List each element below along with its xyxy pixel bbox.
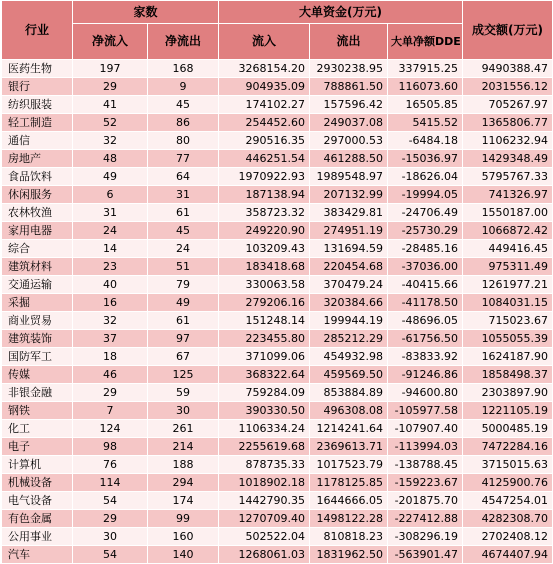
cell-turnover: 1261977.21	[463, 276, 553, 294]
table-row	[2, 240, 553, 258]
cell-net-in: 23	[73, 258, 148, 276]
cell-turnover: 1055055.39	[463, 330, 553, 348]
cell-net-in: 124	[73, 420, 148, 438]
cell-outflow: 853884.89	[310, 384, 388, 402]
header-industry: 行业	[2, 1, 73, 60]
cell-net-out: 61	[148, 204, 219, 222]
cell-inflow: 904935.09	[219, 78, 310, 96]
cell-dde: -159223.67	[388, 474, 463, 492]
cell-outflow: 810818.23	[310, 528, 388, 546]
cell-dde: -61756.50	[388, 330, 463, 348]
cell-net-out: 77	[148, 150, 219, 168]
cell-industry: 家用电器	[2, 222, 73, 240]
cell-net-out: 79	[148, 276, 219, 294]
table-row	[2, 276, 553, 294]
cell-inflow: 368322.64	[219, 366, 310, 384]
cell-dde: -227412.88	[388, 510, 463, 528]
cell-turnover: 1365806.77	[463, 114, 553, 132]
cell-turnover: 5000485.19	[463, 420, 553, 438]
cell-outflow: 131694.59	[310, 240, 388, 258]
cell-inflow: 187138.94	[219, 186, 310, 204]
cell-turnover: 1624187.90	[463, 348, 553, 366]
cell-outflow: 1831962.50	[310, 546, 388, 564]
table-row	[2, 492, 553, 510]
cell-net-in: 197	[73, 60, 148, 78]
cell-inflow: 759284.09	[219, 384, 310, 402]
cell-net-in: 41	[73, 96, 148, 114]
cell-dde: -6484.18	[388, 132, 463, 150]
cell-turnover: 1550187.00	[463, 204, 553, 222]
cell-inflow: 254452.60	[219, 114, 310, 132]
cell-turnover: 2702408.12	[463, 528, 553, 546]
cell-outflow: 1644666.05	[310, 492, 388, 510]
cell-industry: 轻工制造	[2, 114, 73, 132]
cell-inflow: 371099.06	[219, 348, 310, 366]
cell-industry: 商业贸易	[2, 312, 73, 330]
cell-turnover: 1429348.49	[463, 150, 553, 168]
cell-net-in: 32	[73, 132, 148, 150]
table-row	[2, 294, 553, 312]
cell-industry: 传媒	[2, 366, 73, 384]
table-row	[2, 258, 553, 276]
cell-outflow: 274951.19	[310, 222, 388, 240]
cell-net-out: 97	[148, 330, 219, 348]
header-turnover: 成交额(万元)	[463, 1, 553, 60]
fund-flow-table	[1, 0, 553, 564]
cell-net-in: 7	[73, 402, 148, 420]
cell-net-in: 29	[73, 510, 148, 528]
cell-net-out: 140	[148, 546, 219, 564]
table-row	[2, 312, 553, 330]
cell-dde: -28485.16	[388, 240, 463, 258]
cell-turnover: 3715015.63	[463, 456, 553, 474]
cell-dde: -91246.86	[388, 366, 463, 384]
cell-outflow: 1017523.79	[310, 456, 388, 474]
cell-turnover: 7472284.16	[463, 438, 553, 456]
cell-net-out: 51	[148, 258, 219, 276]
cell-dde: -25730.29	[388, 222, 463, 240]
cell-net-in: 98	[73, 438, 148, 456]
cell-dde: -113994.03	[388, 438, 463, 456]
cell-turnover: 2303897.90	[463, 384, 553, 402]
cell-net-in: 76	[73, 456, 148, 474]
cell-dde: -107907.40	[388, 420, 463, 438]
cell-net-in: 16	[73, 294, 148, 312]
table-row	[2, 60, 553, 78]
cell-net-in: 49	[73, 168, 148, 186]
cell-net-in: 54	[73, 546, 148, 564]
cell-outflow: 199944.19	[310, 312, 388, 330]
cell-net-in: 18	[73, 348, 148, 366]
cell-net-in: 52	[73, 114, 148, 132]
table-row	[2, 528, 553, 546]
cell-inflow: 878735.33	[219, 456, 310, 474]
cell-inflow: 1270709.40	[219, 510, 310, 528]
cell-dde: -40415.66	[388, 276, 463, 294]
cell-turnover: 1106232.94	[463, 132, 553, 150]
cell-outflow: 496308.08	[310, 402, 388, 420]
cell-net-in: 37	[73, 330, 148, 348]
cell-inflow: 1018902.18	[219, 474, 310, 492]
cell-outflow: 297000.53	[310, 132, 388, 150]
cell-outflow: 220454.68	[310, 258, 388, 276]
cell-net-out: 49	[148, 294, 219, 312]
table-row	[2, 348, 553, 366]
cell-outflow: 285212.29	[310, 330, 388, 348]
cell-turnover: 1221105.19	[463, 402, 553, 420]
cell-outflow: 461288.50	[310, 150, 388, 168]
cell-turnover: 1084031.15	[463, 294, 553, 312]
cell-inflow: 330063.58	[219, 276, 310, 294]
cell-dde: -19994.05	[388, 186, 463, 204]
cell-outflow: 1498122.28	[310, 510, 388, 528]
cell-outflow: 383429.81	[310, 204, 388, 222]
cell-dde: -18626.04	[388, 168, 463, 186]
cell-net-in: 46	[73, 366, 148, 384]
cell-inflow: 502522.04	[219, 528, 310, 546]
cell-net-in: 48	[73, 150, 148, 168]
cell-turnover: 4282308.70	[463, 510, 553, 528]
cell-net-in: 29	[73, 78, 148, 96]
header-inflow: 流入	[219, 24, 310, 60]
cell-net-out: 214	[148, 438, 219, 456]
cell-turnover: 9490388.47	[463, 60, 553, 78]
cell-industry: 计算机	[2, 456, 73, 474]
cell-net-in: 40	[73, 276, 148, 294]
table-row	[2, 204, 553, 222]
cell-net-in: 54	[73, 492, 148, 510]
cell-net-out: 45	[148, 222, 219, 240]
cell-inflow: 279206.16	[219, 294, 310, 312]
cell-industry: 非银金融	[2, 384, 73, 402]
table-row	[2, 114, 553, 132]
header-net-out: 净流出	[148, 24, 219, 60]
cell-inflow: 1268061.03	[219, 546, 310, 564]
cell-industry: 医药生物	[2, 60, 73, 78]
table-row	[2, 366, 553, 384]
cell-industry: 电子	[2, 438, 73, 456]
cell-dde: -15036.97	[388, 150, 463, 168]
table-row	[2, 186, 553, 204]
cell-industry: 有色金属	[2, 510, 73, 528]
table-row	[2, 456, 553, 474]
cell-net-out: 61	[148, 312, 219, 330]
cell-net-in: 114	[73, 474, 148, 492]
cell-outflow: 1178125.85	[310, 474, 388, 492]
table-row	[2, 168, 553, 186]
cell-inflow: 358723.32	[219, 204, 310, 222]
cell-net-out: 261	[148, 420, 219, 438]
cell-industry: 纺织服装	[2, 96, 73, 114]
cell-industry: 农林牧渔	[2, 204, 73, 222]
cell-turnover: 741326.97	[463, 186, 553, 204]
cell-industry: 交通运输	[2, 276, 73, 294]
cell-inflow: 2255619.68	[219, 438, 310, 456]
cell-outflow: 459569.50	[310, 366, 388, 384]
cell-turnover: 705267.97	[463, 96, 553, 114]
table-row	[2, 222, 553, 240]
cell-net-in: 29	[73, 384, 148, 402]
cell-dde: 337915.25	[388, 60, 463, 78]
cell-industry: 电气设备	[2, 492, 73, 510]
cell-turnover: 4125900.76	[463, 474, 553, 492]
cell-outflow: 2369613.71	[310, 438, 388, 456]
cell-outflow: 370479.24	[310, 276, 388, 294]
table-row	[2, 546, 553, 564]
cell-dde: -83833.92	[388, 348, 463, 366]
cell-turnover: 1066872.42	[463, 222, 553, 240]
cell-outflow: 157596.42	[310, 96, 388, 114]
cell-net-in: 30	[73, 528, 148, 546]
cell-industry: 采掘	[2, 294, 73, 312]
cell-industry: 公用事业	[2, 528, 73, 546]
cell-inflow: 446251.54	[219, 150, 310, 168]
cell-inflow: 103209.43	[219, 240, 310, 258]
cell-net-in: 31	[73, 204, 148, 222]
table-row	[2, 420, 553, 438]
cell-industry: 建筑装饰	[2, 330, 73, 348]
cell-industry: 通信	[2, 132, 73, 150]
cell-industry: 汽车	[2, 546, 73, 564]
cell-net-out: 31	[148, 186, 219, 204]
cell-net-out: 294	[148, 474, 219, 492]
cell-dde: -24706.49	[388, 204, 463, 222]
cell-industry: 建筑材料	[2, 258, 73, 276]
cell-turnover: 4674407.94	[463, 546, 553, 564]
cell-net-out: 24	[148, 240, 219, 258]
cell-dde: 116073.60	[388, 78, 463, 96]
cell-turnover: 449416.45	[463, 240, 553, 258]
cell-dde: -41178.50	[388, 294, 463, 312]
cell-net-out: 64	[148, 168, 219, 186]
cell-industry: 钢铁	[2, 402, 73, 420]
cell-inflow: 151248.14	[219, 312, 310, 330]
cell-net-out: 160	[148, 528, 219, 546]
cell-inflow: 1970922.93	[219, 168, 310, 186]
cell-dde: 16505.85	[388, 96, 463, 114]
cell-net-out: 125	[148, 366, 219, 384]
cell-net-out: 80	[148, 132, 219, 150]
header-big-order-group: 大单资金(万元)	[219, 1, 463, 24]
cell-net-out: 99	[148, 510, 219, 528]
table-row	[2, 78, 553, 96]
cell-turnover: 2031556.12	[463, 78, 553, 96]
table-row	[2, 96, 553, 114]
cell-outflow: 1214241.64	[310, 420, 388, 438]
cell-net-in: 14	[73, 240, 148, 258]
cell-dde: -94600.80	[388, 384, 463, 402]
cell-inflow: 3268154.20	[219, 60, 310, 78]
cell-industry: 国防军工	[2, 348, 73, 366]
cell-industry: 休闲服务	[2, 186, 73, 204]
cell-dde: -563901.47	[388, 546, 463, 564]
cell-net-out: 9	[148, 78, 219, 96]
table-body	[2, 60, 553, 564]
cell-net-in: 6	[73, 186, 148, 204]
table-row	[2, 150, 553, 168]
table-row	[2, 132, 553, 150]
cell-inflow: 249220.90	[219, 222, 310, 240]
cell-inflow: 183418.68	[219, 258, 310, 276]
cell-outflow: 320384.66	[310, 294, 388, 312]
cell-net-out: 174	[148, 492, 219, 510]
cell-dde: -308296.19	[388, 528, 463, 546]
header-dde: 大单净额DDE	[388, 24, 463, 60]
cell-net-in: 32	[73, 312, 148, 330]
cell-net-out: 30	[148, 402, 219, 420]
cell-industry: 银行	[2, 78, 73, 96]
cell-inflow: 390330.50	[219, 402, 310, 420]
cell-turnover: 5795767.33	[463, 168, 553, 186]
cell-industry: 化工	[2, 420, 73, 438]
cell-dde: 5415.52	[388, 114, 463, 132]
cell-industry: 食品饮料	[2, 168, 73, 186]
header-count-group: 家数	[73, 1, 219, 24]
table-row	[2, 474, 553, 492]
table-row	[2, 330, 553, 348]
cell-dde: -138788.45	[388, 456, 463, 474]
cell-net-out: 67	[148, 348, 219, 366]
cell-net-out: 45	[148, 96, 219, 114]
cell-net-in: 24	[73, 222, 148, 240]
cell-turnover: 1858498.37	[463, 366, 553, 384]
cell-industry: 综合	[2, 240, 73, 258]
cell-inflow: 290516.35	[219, 132, 310, 150]
header-net-in: 净流入	[73, 24, 148, 60]
cell-dde: -48696.05	[388, 312, 463, 330]
cell-outflow: 454932.98	[310, 348, 388, 366]
cell-outflow: 1989548.97	[310, 168, 388, 186]
cell-net-out: 188	[148, 456, 219, 474]
cell-dde: -105977.58	[388, 402, 463, 420]
table-row	[2, 510, 553, 528]
cell-outflow: 207132.99	[310, 186, 388, 204]
cell-dde: -201875.70	[388, 492, 463, 510]
cell-outflow: 788861.50	[310, 78, 388, 96]
cell-net-out: 86	[148, 114, 219, 132]
cell-dde: -37036.00	[388, 258, 463, 276]
table-row	[2, 402, 553, 420]
cell-inflow: 223455.80	[219, 330, 310, 348]
cell-outflow: 249037.08	[310, 114, 388, 132]
cell-inflow: 1442790.35	[219, 492, 310, 510]
table-row	[2, 384, 553, 402]
cell-outflow: 2930238.95	[310, 60, 388, 78]
cell-inflow: 1106334.24	[219, 420, 310, 438]
cell-inflow: 174102.27	[219, 96, 310, 114]
cell-industry: 房地产	[2, 150, 73, 168]
cell-industry: 机械设备	[2, 474, 73, 492]
cell-net-out: 168	[148, 60, 219, 78]
table-row	[2, 438, 553, 456]
cell-turnover: 715023.67	[463, 312, 553, 330]
cell-turnover: 975311.49	[463, 258, 553, 276]
cell-net-out: 59	[148, 384, 219, 402]
cell-turnover: 4547254.01	[463, 492, 553, 510]
header-outflow: 流出	[310, 24, 388, 60]
